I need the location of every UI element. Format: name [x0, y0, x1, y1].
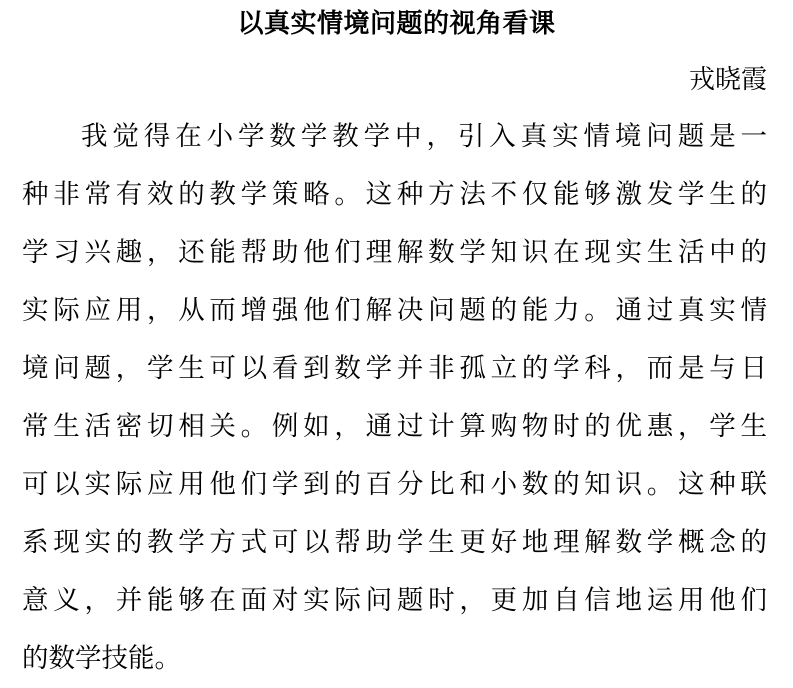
- body-paragraph: [22, 108, 767, 688]
- text-line: 的数学技能。: [22, 643, 181, 674]
- text-line: 可以实际应用他们学到的百分比和小数的知识。这种联: [22, 469, 767, 500]
- text-line: 我觉得在小学数学教学中，引入真实情境问题是一: [81, 121, 767, 152]
- text-line: 实际应用，从而增强他们解决问题的能力。通过真实情: [22, 295, 767, 326]
- text-line: 种非常有效的教学策略。这种方法不仅能够激发学生的: [22, 179, 767, 210]
- text-line: 系现实的教学方式可以帮助学生更好地理解数学概念的: [22, 527, 767, 558]
- text-line: 学习兴趣，还能帮助他们理解数学知识在现实生活中的: [22, 237, 767, 268]
- text-line: 境问题，学生可以看到数学并非孤立的学科，而是与日: [22, 353, 767, 384]
- author-name: 戎晓霞: [688, 65, 767, 95]
- text-line: 意义，并能够在面对实际问题时，更加自信地运用他们: [22, 585, 767, 616]
- text-line: 常生活密切相关。例如，通过计算购物时的优惠，学生: [22, 411, 767, 442]
- document-title: 以真实情境问题的视角看课: [237, 9, 556, 39]
